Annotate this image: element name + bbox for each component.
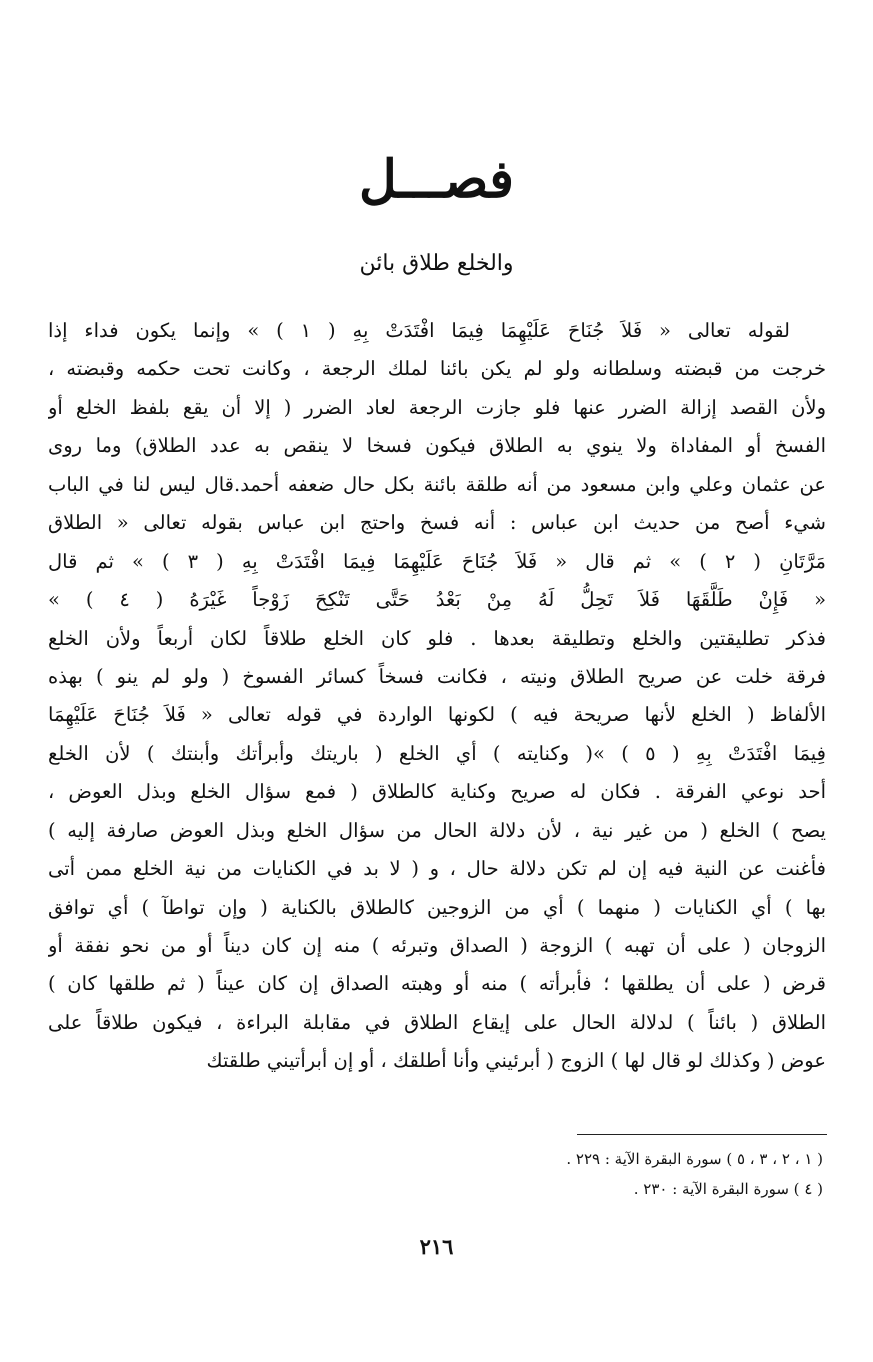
text-line: قرض ( على أن يطلقها ؛ فأبرأته ) منه أو وهبته الصداق إن كان عيناً ( ثم طلقها كان ) [48,972,826,996]
text-line: بها ) أي الكنايات ( منهما ) أي من الزوجين كالطلاق بالكناية ( وإن تواطآ ) أي توافق [48,895,826,919]
chapter-title: فصـــل [358,149,515,210]
text-line: « فَإِنْ طَلَّقَهَا فَلاَ تَحِلُّ لَهُ مِنْ بَعْدُ حَتَّى تَنْكِحَ زَوْجاً غَيْرَهُ ( ٤ ) » [48,588,826,612]
text-line: الألفاظ ( الخلع لأنها صريحة فيه ) لكونها الواردة في قوله تعالى « فَلاَ جُنَاحَ عَلَيْهِمَا [48,703,826,727]
text-line: فرقة خلت عن صريح الطلاق ونيته ، فكانت فسخاً كسائر الفسوخ ( ولو لم ينو ) بهذه [48,664,826,688]
footnote: ( ٤ ) سورة البقرة الآية : ٢٣٠ . [633,1180,823,1198]
text-line: شيء أصح من حديث ابن عباس : أنه فسخ واحتج ابن عباس بقوله تعالى « الطلاق [48,511,826,535]
text-line: لقوله تعالى « فَلاَ جُنَاحَ عَلَيْهِمَا فِيمَا افْتَدَتْ بِهِ ( ١ ) » وإنما يكون فداء إذا [48,319,791,342]
footnotes [223,1144,823,1204]
text-line: الفسخ أو المفاداة ولا ينوي به الطلاق فيكون فسخا لا ينقص به عدد الطلاق) وما روى [48,434,826,458]
section-subtitle: والخلع طلاق بائن [359,251,514,276]
text-line: يصح ) الخلع ( من غير نية ، لأن دلالة الحال من سؤال الخلع وبذل العوض صارفة إليه ) [48,818,826,842]
text-line: خرجت من قبضته وسلطانه ولو لم يكن بائنا لملك الرجعة ، وكانت تحت حكمه وقبضته ، [48,357,826,381]
text-line: أحد نوعي الفرقة . فكان له صريح وكناية كالطلاق ( فمع سؤال الخلع وبذل العوض ، [48,780,826,804]
text-line: فأغنت عن النية فيه إن لم تكن دلالة حال ، و ( لا بد في الكنايات من نية الخلع ممن أتى [48,857,826,881]
text-line: مَرَّتَانِ ( ٢ ) » ثم قال « فَلاَ جُنَاحَ عَلَيْهِمَا فِيمَا افْتَدَتْ بِهِ ( ٣ ) » ثم قال [48,549,826,573]
text-line: فِيمَا افْتَدَتْ بِهِ ( ٥ ) »( وكنايته ) أي الخلع ( باريتك وأبرأتك وأبنتك ) لأن الخلع [48,741,826,765]
footnote-divider [577,1134,827,1135]
text-line: عن عثمان وعلي وابن مسعود من أنه طلقة بائنة بكل حال ضعفه أحمد.قال ليس لنا في الباب [48,472,826,496]
text-line: فذكر تطليقتين والخلع وتطليقة بعدها . فلو كان الخلع طلاقاً لكان أربعاً ولأن الخلع [48,626,826,650]
text-line: عوض ( وكذلك لو قال لها ) الزوج ( أبرئيني وأنا أطلقك ، أو إن أبرأتيني طلقتك [206,1049,826,1073]
text-line: ولأن القصد إزالة الضرر عنها فلو جازت الرجعة لعاد الضرر ( إلا أن يقع بلفظ الخلع أو [48,395,826,419]
text-line: الزوجان ( على أن تهبه ) الزوجة ( الصداق وتبرئه ) منه إن كان ديناً أو من نحو نفقة أو [48,934,826,957]
text-line: الطلاق ( بائناً ) لدلالة الحال على إيقاع الطلاق في مقابلة البراءة ، فيكون طلاقاً على [48,1010,826,1034]
page-number: ٢١٦ [419,1234,454,1259]
body-text [48,312,826,1081]
footnote: ( ١ ، ٢ ، ٣ ، ٥ ) سورة البقرة الآية : ٢٢٩ . [566,1150,823,1168]
